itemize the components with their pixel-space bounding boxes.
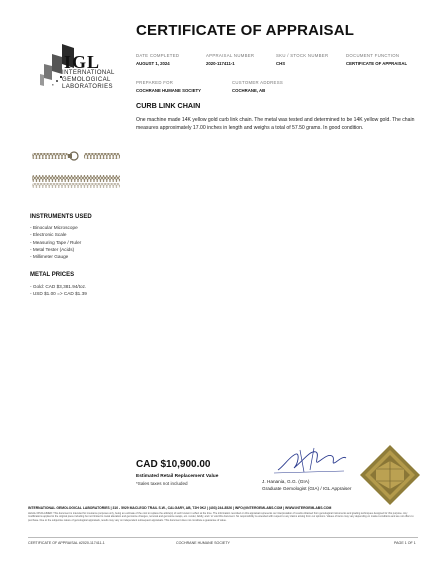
list-item: - Gold: CAD $3,381.94/toz. [30,284,87,289]
list-item: - USD $1.00 => CAD $1.39 [30,291,87,297]
logo-mark: IGL [64,52,101,72]
footer-customer: COCHRANE HUMANE SOCIETY [176,541,230,545]
divider [28,537,418,538]
footer-certificate-number: CERTIFICATE OF APPRAISAL #2020-117411-1 [28,541,105,545]
list-item: - Metal Tester (Acids) [30,246,75,252]
list-item: - Electronic Scale [30,232,67,238]
chain-photo [30,142,122,194]
appraiser-title: Graduate Gemologist (GIA) / IGL Appraiser [262,486,352,491]
appraiser-signature [270,446,348,476]
customer-address: CUSTOMER ADDRESS COCHRANE, AB [232,80,284,93]
list-item: - Binocular Microscope [30,225,78,230]
sku-number: SKU / STOCK NUMBER CHS [276,53,329,66]
page-title: CERTIFICATE OF APPRAISAL [136,22,355,39]
date-completed: DATE COMPLETED AUGUST 1, 2024 [136,53,180,66]
appraiser-name: J. Hanania, G.G. (GIA) [262,479,310,484]
company-contact-line: INTERNATIONAL GEMOLOGICAL LABORATORIES | 310 - 5929 MACLEOD TRAIL S.W., CALGARY, AB, T2H 0K2 | (403) 244-8526 | INFO@INTERGEMLABS.COM | WWW.INTERGEMLABS.COM [28,506,332,510]
instruments-list [30,224,81,260]
instruments-heading: INSTRUMENTS USED [30,214,92,220]
item-description: One machine made 14K yellow gold curb link chain. The metal was tested and determined to be 14K yellow gold. The chain measures approximately 17.00 inches in length and weighs a total of 57.50 grams. In good condition. [136,117,415,131]
item-title: CURB LINK CHAIN [136,101,201,110]
appraisal-number: APPRAISAL NUMBER 2020-117411-1 [206,53,255,66]
tax-note: *Sales taxes not included [136,481,188,486]
metal-prices-heading: METAL PRICES [30,272,75,278]
footer-page-number: PAGE 1 OF 1 [394,541,416,545]
list-item: - Measuring Tape / Ruler [30,239,82,245]
appraised-value: CAD $10,900.00 [136,459,211,470]
prepared-for: PREPARED FOR COCHRANE HUMANE SOCIETY [136,80,201,93]
metal-prices-list [30,283,87,298]
list-item: - Millimeter Gauge [30,254,69,260]
document-function: DOCUMENT FUNCTION CERTIFICATE OF APPRAISAL [346,53,408,66]
logo-wordmark: INTERNATIONAL GEMOLOGICAL LABORATORIES [62,70,115,90]
gold-seal-icon [358,443,422,507]
legal-disclaimer: LEGAL DISCLAIMER: This document is intended for insurance purposes only, being an estimate of the cost to replace the article(s) of such known in effect at the time. The information recorded on this appraisal represents our interpretation of results obtained from gemological instruments and grading techniques designed for this purpose. Any modifications applied to the original piece including but not limited to metal alteration and gemstone changes, removal and gemstone swaps, etc. render, falsify, and / or void this document. No responsibility is extended with respect to any claims arising from our opinions. Values of items may vary depending on market conditions and are not offers to purchase. Due to the subjective nature of gemological appraisals, results may vary on independent subsequent appraisals. This document does not constitute a guarantee of value. [28,512,414,522]
value-label: Estimated Retail Replacement Value [136,474,219,479]
